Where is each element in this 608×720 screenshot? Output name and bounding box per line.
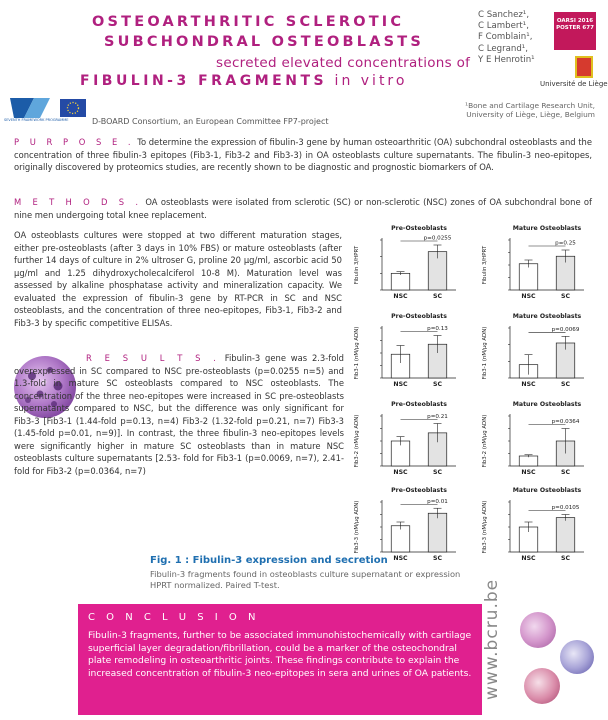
chart-pvalue: p=0.21	[427, 414, 448, 420]
chart-pvalue: p=0.0069	[551, 326, 580, 333]
chart-x-tick-label: NSC	[521, 293, 536, 300]
conclusion-text: Fibulin-3 fragments, further to be associated immunohistochemically with cartilage superficial layer degradation/fibrillation, could be a marker of the osteochondral plate remodeling in osteoarthritic joints. These findings contribute to explain the increased concentration of fibulin-3 neo-epitopes in sera and urines of OA patients.	[88, 630, 472, 679]
chart-ylabel: Fibulin 3/HPRT	[482, 245, 488, 285]
chart-panel-fib3-1-mature	[480, 310, 592, 392]
conclusion-label: C O N C L U S I O N	[88, 612, 260, 623]
chart-fib3-3-mature	[480, 484, 592, 566]
chart-title: Pre-Osteoblasts	[391, 225, 447, 232]
chart-x-tick-label: NSC	[521, 469, 536, 476]
chart-fib3-2-mature	[480, 398, 592, 480]
chart-x-tick-label: NSC	[393, 469, 408, 476]
micrograph-thumbnail	[520, 612, 556, 648]
author: C Lambert¹,	[478, 21, 529, 32]
author: Y E Henrotin¹	[478, 54, 535, 65]
chart-bar	[519, 264, 538, 290]
chart-fib3-1-mature	[480, 310, 592, 392]
chart-panel-fib3-2-mature	[480, 398, 592, 480]
title-in-vitro: in vitro	[327, 73, 408, 89]
methods-text-continued: OA osteoblasts cultures were stopped at two different maturation stages, either pre-osteoblasts (after 3 days in 10% FBS) or mature osteoblasts (after further 14 days of culture in 2% ultroser G, proline 20 µg/ml, ascorbic acid 50 µg/ml and 1.25 dihydroxycholecalciferol 10-8 M). Maturation level was assessed by alkaline phosphatase activity and mineralization capacity. We evaluated the expression of fibulin-3 gene by RT-PCR in SC and NSC osteoblasts, and the concentration of three neo-epitopes, Fib3-1, Fib3-2 and Fib3-3 by specific competitive ELISAs.	[14, 230, 342, 328]
title-line-1: OSTEOARTHRITIC SCLEROTIC	[92, 14, 405, 30]
website-url[interactable]: www.bcru.be	[482, 578, 502, 700]
author-list	[478, 10, 548, 66]
author: F Comblain¹,	[478, 32, 533, 43]
chart-panel-fib3-3-pre	[352, 484, 464, 566]
chart-bar	[391, 273, 410, 290]
methods-text: OA osteoblasts were isolated from sclerotic (SC) or non-sclerotic (NSC) zones of OA subchondral bone of nine men undergoing total knee replacement.	[14, 197, 592, 220]
fp7-logo-text: SEVENTH FRAMEWORK PROGRAMME	[4, 118, 69, 122]
chart-panel-fib3-2-pre	[352, 398, 464, 480]
chart-ylabel: Fibulin 3/HPRT	[354, 245, 360, 285]
chart-title: Mature Osteoblasts	[512, 487, 582, 494]
chart-x-tick-label: NSC	[393, 293, 408, 300]
uliege-logo	[575, 56, 593, 78]
chart-title: Pre-Osteoblasts	[391, 401, 447, 408]
title-fibulin: FIBULIN-3 FRAGMENTS	[80, 73, 328, 89]
author: C Legrand¹,	[478, 43, 528, 54]
results-text: Fibulin-3 gene was 2.3-fold overexpressed in SC compared to NSC pre-osteoblasts (p=0.0255 n=5) and 1.3-fold in mature SC osteoblasts compared to NSC osteoblasts. The concentration of the three neo-epitopes were increased in SC pre-osteoblasts supernatants compared to NSC, but the difference was only significant for Fib3-3 [Fib3-1 (1.44-fold p=0.13, n=4) Fib3-2 (1.32-fold p=0.21, n=7) Fib3-3 (1.45-fold p=0.01, n=9)]. In contrast, the three fibulin-3 neo-epitopes levels were significantly higher in mature SC osteoblasts than in mature NSC osteoblasts culture supernatants [2.53- fold for Fib3-1 (p=0.0069, n=7), 2.41-fold for Fib3-2 (p=0.0364, n=7)	[14, 353, 344, 476]
author: C Sanchez¹,	[478, 10, 530, 20]
chart-x-tick-label: NSC	[393, 381, 408, 388]
chart-x-tick-label: SC	[561, 293, 570, 300]
oarsi-poster-badge: OARSI 2016 POSTER 677	[554, 12, 596, 50]
eu-flag-logo	[60, 99, 86, 117]
chart-x-tick-label: NSC	[521, 381, 536, 388]
micrograph-thumbnail	[560, 640, 594, 674]
purpose-label: P U R P O S E .	[14, 137, 135, 147]
chart-ylabel: Fib3-2 (nM/µg ADN)	[354, 414, 360, 468]
chart-ylabel: Fib3-3 (nM/µg ADN)	[354, 500, 360, 554]
chart-title: Mature Osteoblasts	[512, 401, 582, 408]
chart-panel-fib3-3-mature	[480, 484, 592, 566]
chart-panel-fibulin3-pre	[352, 222, 464, 304]
chart-fib3-1-pre	[352, 310, 464, 392]
chart-x-tick-label: SC	[433, 381, 442, 388]
chart-panel-fib3-1-pre	[352, 310, 464, 392]
chart-x-tick-label: SC	[433, 469, 442, 476]
conclusion-box	[78, 604, 482, 715]
chart-bar	[428, 513, 447, 552]
title-line-4	[80, 73, 407, 89]
purpose-text: To determine the expression of fibulin-3 gene by human osteoarthritic (OA) subchondral osteoblasts and the concentration of three fibulin-3 epitopes (Fib3-1, Fib3-2 and Fib3-3) in OA osteoblasts culture supernatants. The fibulin-3 neo-epitopes, originally discovered by proteomics studies, are recently shown to be diagnostic and prognostic biomarkers of OA.	[14, 137, 592, 172]
university-name: Université de Liège	[540, 80, 608, 88]
chart-bar	[391, 526, 410, 552]
chart-fibulin3-pre	[352, 222, 464, 304]
chart-x-tick-label: SC	[433, 555, 442, 562]
chart-x-tick-label: SC	[433, 293, 442, 300]
chart-title: Mature Osteoblasts	[512, 313, 582, 320]
chart-x-tick-label: SC	[561, 381, 570, 388]
chart-pvalue: p=0.13	[427, 326, 448, 332]
chart-pvalue: p=0.0255	[423, 235, 452, 242]
methods-section	[14, 196, 592, 221]
chart-fibulin3-mature	[480, 222, 592, 304]
chart-x-tick-label: NSC	[521, 555, 536, 562]
chart-ylabel: Fib3-2 (nM/µg ADN)	[482, 414, 488, 468]
title-line-2: SUBCHONDRAL OSTEOBLASTS	[104, 34, 425, 50]
chart-title: Pre-Osteoblasts	[391, 487, 447, 494]
chart-title: Mature Osteoblasts	[512, 225, 582, 232]
affiliation-line: ¹Bone and Cartilage Research Unit,	[465, 101, 595, 110]
figure-caption: Fibulin-3 fragments found in osteoblasts culture supernatant or expression HPRT normalized. Paired T-test.	[150, 569, 461, 590]
chart-bar	[519, 456, 538, 466]
results-label: R E S U L T S .	[86, 353, 220, 363]
chart-ylabel: Fib3-1 (nM/µg ADN)	[482, 326, 488, 380]
purpose-section	[14, 136, 592, 174]
chart-pvalue: p=0.0364	[551, 419, 580, 425]
chart-x-tick-label: SC	[561, 555, 570, 562]
chart-fib3-2-pre	[352, 398, 464, 480]
chart-ylabel: Fib3-3 (nM/µg ADN)	[482, 500, 488, 554]
title-line-3: secreted elevated concentrations of	[216, 55, 471, 71]
chart-pvalue: p=0.25	[555, 240, 576, 247]
chart-fib3-3-pre	[352, 484, 464, 566]
consortium-text: D-BOARD Consortium, an European Committee FP7-project	[92, 117, 329, 126]
chart-pvalue: p=0.0105	[551, 505, 580, 511]
chart-bar	[556, 518, 575, 552]
micrograph-thumbnail	[524, 668, 560, 704]
chart-title: Pre-Osteoblasts	[391, 313, 447, 320]
chart-x-tick-label: NSC	[393, 555, 408, 562]
figure-title: Fig. 1 : Fibulin-3 expression and secretion	[150, 555, 388, 566]
methods-label: M E T H O D S .	[14, 197, 143, 207]
chart-panel-fibulin3-mature	[480, 222, 592, 304]
affiliation	[440, 101, 595, 120]
results-section	[14, 352, 344, 477]
fp7-logo	[4, 96, 69, 124]
chart-pvalue: p=0.01	[427, 498, 448, 505]
affiliation-line: University of Liège, Liège, Belgium	[466, 110, 595, 120]
chart-ylabel: Fib3-1 (nM/µg ADN)	[354, 326, 360, 380]
chart-x-tick-label: SC	[561, 469, 570, 476]
